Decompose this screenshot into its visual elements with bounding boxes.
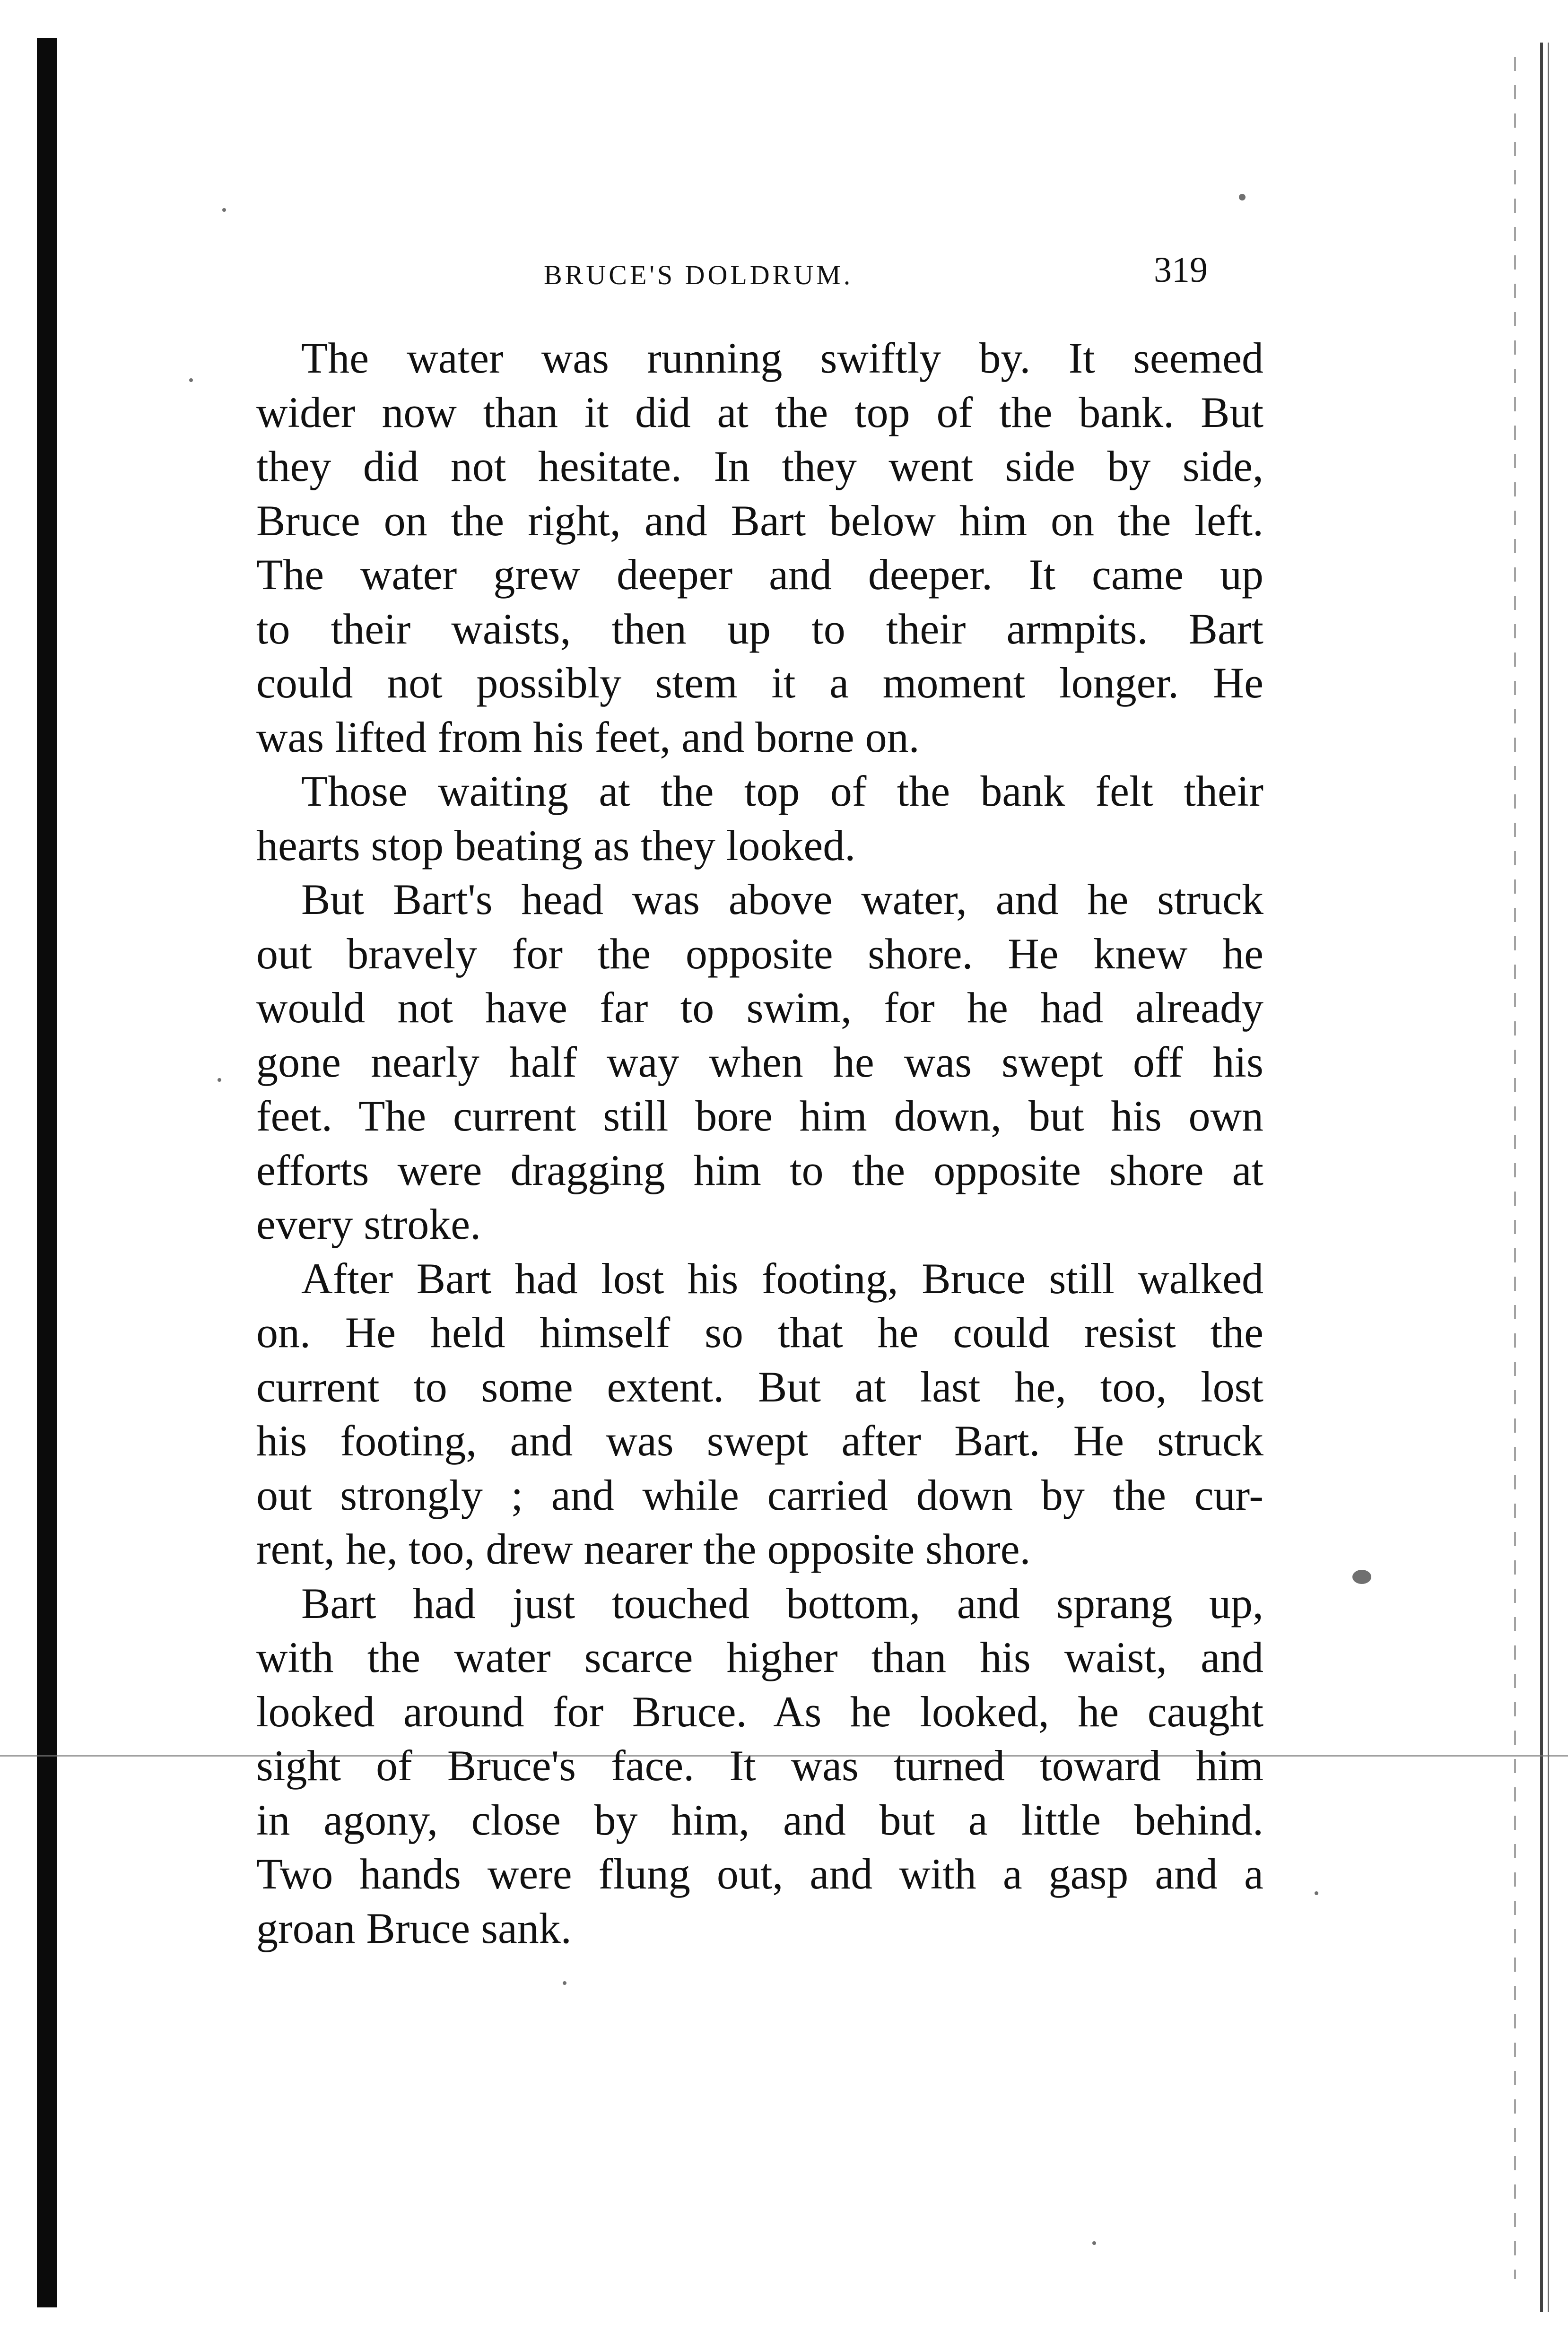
text-line: his footing, and was swept after Bart. He struck (256, 1417, 1263, 1465)
scan-speck (1315, 1891, 1318, 1895)
text-line: feet. The current still bore him down, but his own (256, 1092, 1263, 1140)
text-line: current to some extent. But at last he, too, lost (256, 1362, 1263, 1411)
text-line: would not have far to swim, for he had already (256, 983, 1263, 1032)
text-line: with the water scarce higher than his waist, and (256, 1633, 1263, 1681)
text-line: wider now than it did at the top of the bank. But (256, 388, 1263, 436)
text-line: hearts stop beating as they looked. (256, 821, 856, 870)
scan-speck (218, 1078, 221, 1082)
text-line: on. He held himself so that he could resist the (256, 1308, 1263, 1357)
text-line: every stroke. (256, 1200, 481, 1248)
text-line: Those waiting at the top of the bank felt their (301, 767, 1263, 815)
paragraph (256, 331, 1263, 764)
text-line: The water grew deeper and deeper. It came up (256, 550, 1263, 599)
page-number: 319 (1154, 250, 1208, 290)
scan-speck (563, 1981, 566, 1985)
text-line: gone nearly half way when he was swept off his (256, 1037, 1263, 1086)
scan-right-edge-shadow (1514, 57, 1516, 2279)
text-line: in agony, close by him, and but a little behind. (256, 1795, 1263, 1844)
text-line: looked around for Bruce. As he looked, he caught (256, 1687, 1263, 1736)
text-line: Two hands were flung out, and with a gasp and a (256, 1850, 1263, 1898)
paragraph (256, 764, 1263, 872)
scan-speck (222, 208, 226, 212)
text-line: Bart had just touched bottom, and sprang up, (301, 1579, 1263, 1627)
text-line: out strongly ; and while carried down by the cur- (256, 1471, 1263, 1519)
text-line: rent, he, too, drew nearer the opposite shore. (256, 1525, 1031, 1573)
scan-speck (189, 378, 193, 382)
body-text (256, 331, 1263, 1955)
text-line: But Bart's head was above water, and he struck (301, 875, 1263, 923)
text-line: Bruce on the right, and Bart below him on the left. (256, 496, 1263, 545)
text-line: out bravely for the opposite shore. He knew he (256, 929, 1263, 978)
paragraph (256, 1252, 1263, 1576)
text-line: could not possibly stem it a moment longer. He (256, 659, 1263, 707)
page-header (0, 250, 1568, 306)
scan-speck (1092, 2241, 1096, 2245)
scan-speck (1352, 1570, 1371, 1584)
scan-speck (1239, 194, 1246, 200)
scan-right-edge (1540, 43, 1549, 2312)
text-line: to their waists, then up to their armpits. Bart (256, 604, 1263, 653)
text-line: efforts were dragging him to the opposite shore at (256, 1146, 1263, 1194)
running-head: BRUCE'S DOLDRUM. (544, 260, 854, 290)
paragraph (256, 1576, 1263, 1956)
text-line: sight of Bruce's face. It was turned toward him (256, 1741, 1263, 1790)
text-line: The water was running swiftly by. It seemed (301, 334, 1263, 382)
text-line: After Bart had lost his footing, Bruce still walked (301, 1254, 1263, 1303)
paragraph (256, 872, 1263, 1252)
text-line: they did not hesitate. In they went side by side, (256, 442, 1263, 490)
text-line: groan Bruce sank. (256, 1904, 572, 1952)
scan-binding-edge (37, 38, 57, 2307)
text-line: was lifted from his feet, and borne on. (256, 713, 920, 761)
